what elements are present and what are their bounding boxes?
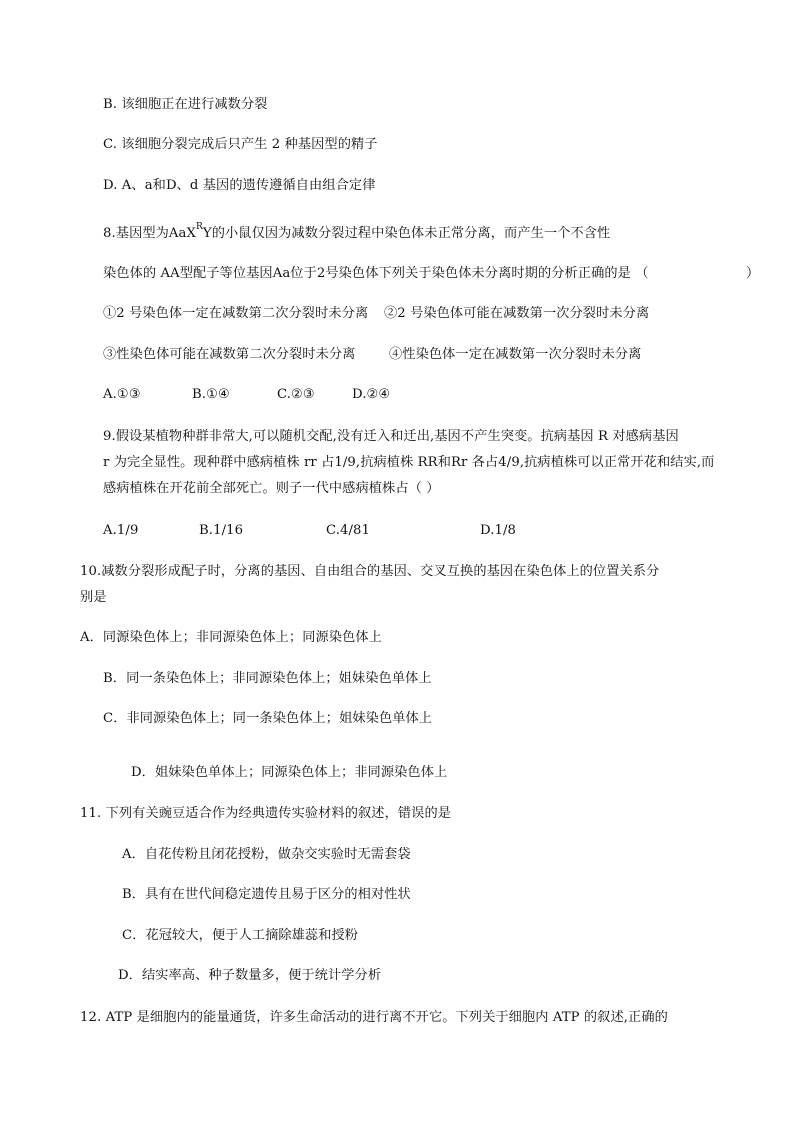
q8-stem-line1 (103, 224, 610, 245)
q7-option-c: C. 该细胞分裂完成后只产生 2 种基因型的精子 (103, 137, 378, 152)
q10-option-c: C．非同源染色体上；同一条染色体上；姐妹染色单体上 (103, 711, 433, 726)
q10-stem-line2: 别是 (80, 590, 107, 605)
q10-stem-line1: 10.减数分裂形成配子时，分离的基因、自由组合的基因、交叉互换的基因在染色体上的位置关系分 (80, 564, 660, 579)
q8-option-a: A.①③ (103, 387, 141, 402)
q9-option-a: A.1/9 (103, 523, 139, 538)
q7-option-b: B. 该细胞正在进行减数分裂 (103, 97, 268, 112)
q11-option-c: C．花冠较大，便于人工摘除雄蕊和授粉 (122, 928, 359, 943)
q8-option-b: B.①④ (192, 387, 230, 402)
q8-option-c: C.②③ (277, 387, 315, 402)
q9-option-d: D.1/8 (480, 523, 517, 538)
q10-option-b: B．同一条染色体上；非同源染色体上；姐妹染色单体上 (103, 671, 432, 686)
q8-stem-suffix: Y的小鼠仅因为减数分裂过程中染色体未正常分离，而产生一个不含性 (202, 226, 611, 241)
q8-superscript: R (196, 222, 203, 232)
q11-stem: 11. 下列有关豌豆适合作为经典遗传实验材料的叙述，错误的是 (80, 806, 452, 821)
q11-option-d: D．结实率高、种子数量多，便于统计学分析 (118, 968, 382, 983)
q8-option-d: D.②④ (352, 387, 391, 402)
q8-statement-3: ③性染色体可能在减数第二次分裂时未分离 (103, 347, 356, 362)
q9-stem-line1: 9.假设某植物种群非常大,可以随机交配,没有迁入和迁出,基因不产生突变。抗病基因 R 对感病基因 (103, 429, 679, 444)
q9-stem-line2: r 为完全显性。现种群中感病植株 rr 占1/9,抗病植株 RR和Rr 各占4/9,抗病植株可以正常开花和结实,而 (103, 455, 715, 470)
q10-option-d: D．姐妹染色单体上；同源染色体上；非同源染色体上 (131, 765, 448, 780)
q10-option-a: A．同源染色体上；非同源染色体上；同源染色体上 (80, 630, 382, 645)
q8-stem-line2: 染色体的 AA型配子等位基因Aa位于2号染色体下列关于染色体未分离时期的分析正确的是 （ (103, 266, 649, 281)
q12-stem: 12. ATP 是细胞内的能量通货，许多生命活动的进行离不开它。下列关于细胞内 ATP 的叙述,正确的 (80, 1010, 668, 1025)
q8-statement-2: ②2 号染色体可能在减数第一次分裂时未分离 (384, 306, 650, 321)
q8-statement-4: ④性染色体一定在减数第一次分裂时未分离 (389, 347, 642, 362)
q7-option-d: D. A、a和D、d 基因的遗传遵循自由组合定律 (103, 178, 376, 193)
q9-option-b: B.1/16 (199, 523, 244, 538)
q8-statement-1: ①2 号染色体一定在减数第二次分裂时未分离 (103, 306, 369, 321)
q9-option-c: C.4/81 (326, 523, 371, 538)
q9-stem-line3: 感病植株在开花前全部死亡。则子一代中感病植株占（ ） (103, 481, 440, 496)
q11-option-b: B．具有在世代间稳定遗传且易于区分的相对性状 (122, 887, 411, 902)
q8-stem-prefix: 8.基因型为AaX (103, 226, 197, 241)
q8-answer-paren: ） (746, 266, 760, 281)
q11-option-a: A．自花传粉且闭花授粉，做杂交实验时无需套袋 (122, 847, 411, 862)
